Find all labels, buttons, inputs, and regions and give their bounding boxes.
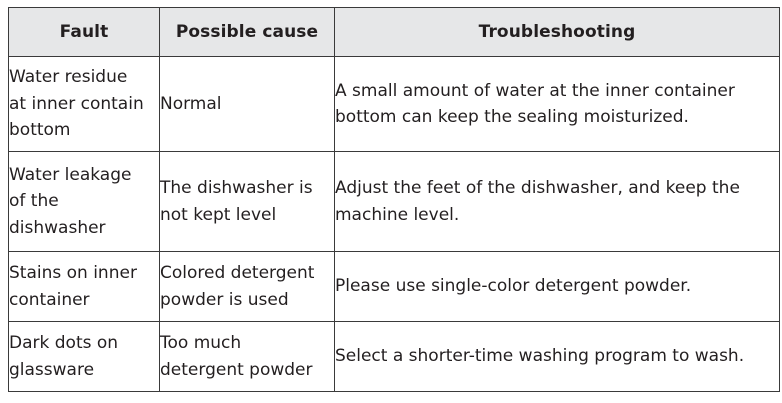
cause-cell <box>160 152 335 252</box>
fault-text: of the <box>9 191 59 212</box>
cause-text: detergent powder <box>160 359 313 380</box>
fault-text: glassware <box>9 359 95 380</box>
fault-text: Water residue <box>9 67 128 88</box>
troubleshooting-table <box>8 7 780 392</box>
fault-cell <box>9 152 160 252</box>
header-possible-cause: Possible cause <box>160 8 335 57</box>
table-row <box>9 322 780 392</box>
cause-cell <box>160 252 335 322</box>
cause-cell <box>160 322 335 392</box>
troubleshooting-text: Adjust the feet of the dishwasher, and keep the <box>335 178 740 198</box>
fault-text: container <box>9 289 90 310</box>
fault-cell <box>9 252 160 322</box>
cause-cell <box>160 57 335 152</box>
fault-cell <box>9 57 160 152</box>
cause-text: not kept level <box>160 204 277 225</box>
troubleshooting-cell <box>335 152 780 252</box>
fault-text: Stains on inner <box>9 263 137 283</box>
fault-text: bottom <box>9 120 71 141</box>
troubleshooting-text: Please use single-color detergent powder. <box>335 276 692 297</box>
troubleshooting-cell <box>335 57 780 152</box>
cause-text: Normal <box>160 93 222 114</box>
cause-text: The dishwasher is <box>160 178 313 198</box>
cause-text: Colored detergent <box>160 263 315 283</box>
table-row <box>9 152 780 252</box>
fault-text: Dark dots on <box>9 333 119 353</box>
table-row <box>9 57 780 152</box>
table-row <box>9 252 780 322</box>
header-troubleshooting: Troubleshooting <box>335 8 780 57</box>
header-fault: Fault <box>9 8 160 57</box>
fault-cell <box>9 322 160 392</box>
troubleshooting-text: A small amount of water at the inner container <box>335 80 735 101</box>
fault-text: at inner contain <box>9 93 144 114</box>
troubleshooting-text: machine level. <box>335 204 460 225</box>
header-row <box>9 8 780 57</box>
cause-text: powder is used <box>160 289 289 310</box>
troubleshooting-text: bottom can keep the sealing moisturized. <box>335 107 689 127</box>
troubleshooting-cell <box>335 322 780 392</box>
cause-text: Too much <box>160 333 242 353</box>
fault-text: Water leakage <box>9 164 132 185</box>
troubleshooting-cell <box>335 252 780 322</box>
troubleshooting-text: Select a shorter-time washing program to wash. <box>335 346 745 367</box>
fault-text: dishwasher <box>9 217 106 238</box>
